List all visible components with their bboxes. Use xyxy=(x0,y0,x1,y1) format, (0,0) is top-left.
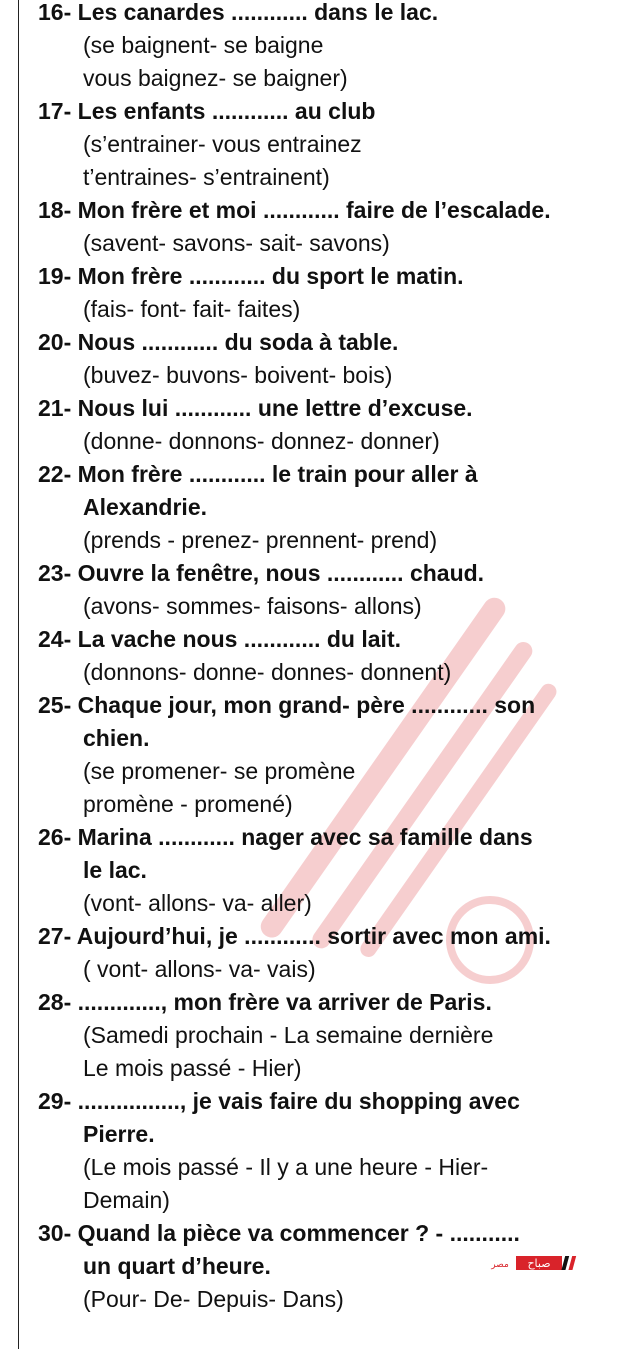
answer-options: (donnons- donne- donnes- donnent) xyxy=(83,659,452,685)
question-line xyxy=(38,921,551,951)
question-number: 23- xyxy=(38,560,72,586)
question-line xyxy=(38,261,464,291)
question-number: 25- xyxy=(38,692,72,718)
question-number: 27- xyxy=(38,923,72,949)
question-line xyxy=(38,690,535,720)
question-number: 19- xyxy=(38,263,72,289)
answer-options: (se baignent- se baigne xyxy=(83,32,324,58)
answer-options: (savent- savons- sait- savons) xyxy=(83,230,390,256)
answer-options: (Le mois passé - Il y a une heure - Hier- xyxy=(83,1154,489,1180)
question-line xyxy=(83,1119,155,1149)
brand-logo xyxy=(486,1253,586,1273)
question-number: 21- xyxy=(38,395,72,421)
question-line xyxy=(38,459,478,489)
answer-options: Demain) xyxy=(83,1187,170,1213)
answer-options: vous baignez- se baigner) xyxy=(83,65,348,91)
question-number: 22- xyxy=(38,461,72,487)
question-line xyxy=(83,723,149,753)
question-line xyxy=(38,96,375,126)
question-text: ................, je vais faire du shopping avec xyxy=(77,1088,520,1114)
answer-options: t’entraines- s’entrainent) xyxy=(83,164,330,190)
question-text: Marina ............ nager avec sa famille dans xyxy=(77,824,533,850)
question-number: 26- xyxy=(38,824,72,850)
question-text: Mon frère ............ du sport le matin. xyxy=(77,263,464,289)
answer-options: promène - promené) xyxy=(83,791,293,817)
question-line xyxy=(38,822,533,852)
question-number: 20- xyxy=(38,329,72,355)
question-text: Nous ............ du soda à table. xyxy=(77,329,399,355)
answer-options: Le mois passé - Hier) xyxy=(83,1055,302,1081)
question-text: La vache nous ............ du lait. xyxy=(77,626,401,652)
question-line xyxy=(38,624,401,654)
answer-options: (prends - prenez- prennent- prend) xyxy=(83,527,438,553)
question-line xyxy=(38,558,484,588)
question-text: Les canardes ............ dans le lac. xyxy=(77,0,439,25)
question-line xyxy=(83,855,147,885)
question-line xyxy=(38,1218,520,1248)
question-text: Pierre. xyxy=(83,1121,155,1147)
question-number: 30- xyxy=(38,1220,72,1246)
answer-options: (vont- allons- va- aller) xyxy=(83,890,312,916)
answer-options: (s’entrainer- vous entrainez xyxy=(83,131,362,157)
question-line xyxy=(38,327,398,357)
answer-options: (Samedi prochain - La semaine dernière xyxy=(83,1022,494,1048)
answer-options: ( vont- allons- va- vais) xyxy=(83,956,316,982)
answer-options: (donne- donnons- donnez- donner) xyxy=(83,428,440,454)
question-text: ............., mon frère va arriver de Paris. xyxy=(77,989,492,1015)
question-line xyxy=(38,987,492,1017)
question-text: Ouvre la fenêtre, nous ............ chaud. xyxy=(77,560,485,586)
question-text: Alexandrie. xyxy=(83,494,207,520)
question-line xyxy=(83,1251,271,1281)
answer-options: (buvez- buvons- boivent- bois) xyxy=(83,362,393,388)
question-number: 28- xyxy=(38,989,72,1015)
question-line xyxy=(83,492,207,522)
answer-options: (Pour- De- Depuis- Dans) xyxy=(83,1286,344,1312)
question-text: Nous lui ............ une lettre d’excuse. xyxy=(77,395,473,421)
question-number: 17- xyxy=(38,98,72,124)
question-number: 18- xyxy=(38,197,72,223)
question-number: 29- xyxy=(38,1088,72,1114)
answer-options: (avons- sommes- faisons- allons) xyxy=(83,593,422,619)
question-line xyxy=(38,195,551,225)
question-line xyxy=(38,393,473,423)
question-text: Aujourd’hui, je ............ sortir avec mon ami. xyxy=(76,923,551,949)
logo-text: صباح xyxy=(527,1257,551,1270)
question-text: chien. xyxy=(83,725,150,751)
question-number: 16- xyxy=(38,0,72,25)
answer-options: (fais- font- fait- faites) xyxy=(83,296,301,322)
question-line xyxy=(38,1086,520,1116)
logo-sub: مصر xyxy=(491,1260,509,1270)
question-text: Les enfants ............ au club xyxy=(77,98,376,124)
question-number: 24- xyxy=(38,626,72,652)
question-text: Chaque jour, mon grand- père ............ son xyxy=(77,692,536,718)
question-text: Mon frère et moi ............ faire de l’escalade. xyxy=(77,197,551,223)
question-text: un quart d’heure. xyxy=(83,1253,271,1279)
question-text: Quand la pièce va commencer ? - ........... xyxy=(77,1220,520,1246)
question-text: le lac. xyxy=(83,857,147,883)
question-line xyxy=(38,0,438,27)
answer-options: (se promener- se promène xyxy=(83,758,356,784)
question-text: Mon frère ............ le train pour aller à xyxy=(77,461,478,487)
